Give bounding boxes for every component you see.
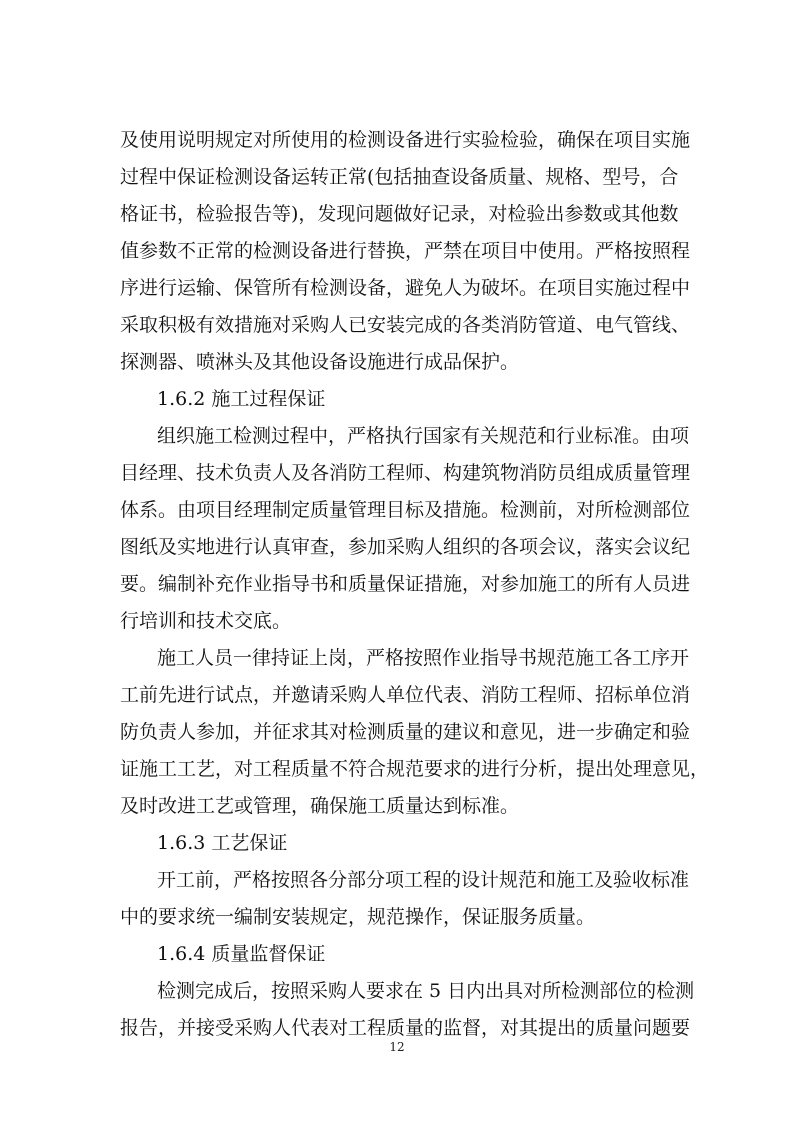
section-heading bbox=[120, 381, 674, 418]
text-line: 防负责人参加，并征求其对检测质量的建议和意见，进一步确定和验 bbox=[120, 721, 691, 743]
text-line: 及时改进工艺或管理，确保施工质量达到标准。 bbox=[120, 795, 520, 817]
text-line: 序进行运输、保管所有检测设备，避免人为破坏。在项目实施过程中 bbox=[120, 277, 691, 299]
text-line: 及使用说明规定对所使用的检测设备进行实验检验，确保在项目实施 bbox=[120, 129, 691, 151]
body-paragraph bbox=[120, 862, 690, 936]
text-line: 中的要求统一编制安装规定，规范操作，保证服务质量。 bbox=[120, 906, 596, 928]
text-line: 开工前，严格按照各分部分项工程的设计规范和施工及验收标准 bbox=[157, 869, 690, 891]
body-paragraph bbox=[120, 418, 691, 640]
text-line: 格证书，检验报告等)，发现问题做好记录，对检验出参数或其他数 bbox=[120, 203, 679, 225]
document-body bbox=[120, 122, 710, 1047]
heading-text: 1.6.3 工艺保证 bbox=[157, 832, 288, 854]
text-line: 过程中保证检测设备运转正常(包括抽查设备质量、规格、型号，合 bbox=[120, 166, 679, 188]
body-paragraph bbox=[120, 640, 710, 825]
text-line: 探测器、喷淋头及其他设备设施进行成品保护。 bbox=[120, 351, 520, 373]
text-line: 施工人员一律持证上岗，严格按照作业指导书规范施工各工序开 bbox=[157, 647, 690, 669]
heading-text: 1.6.2 施工过程保证 bbox=[157, 388, 326, 410]
text-line: 报告，并接受采购人代表对工程质量的监督，对其提出的质量问题要 bbox=[120, 1017, 691, 1039]
text-line: 组织施工检测过程中，严格执行国家有关规范和行业标准。由项 bbox=[157, 425, 690, 447]
body-paragraph bbox=[120, 973, 695, 1047]
text-line: 图纸及实地进行认真审查，参加采购人组织的各项会议，落实会议纪 bbox=[120, 536, 691, 558]
text-line: 要。编制补充作业指导书和质量保证措施，对参加施工的所有人员进 bbox=[120, 573, 691, 595]
heading-text: 1.6.4 质量监督保证 bbox=[157, 943, 326, 965]
section-heading bbox=[120, 936, 674, 973]
section-heading bbox=[120, 825, 674, 862]
page-number: 12 bbox=[389, 1040, 405, 1054]
text-line: 值参数不正常的检测设备进行替换，严禁在项目中使用。严格按照程 bbox=[120, 240, 691, 262]
text-line: 工前先进行试点，并邀请采购人单位代表、消防工程师、招标单位消 bbox=[120, 684, 691, 706]
text-line: 目经理、技术负责人及各消防工程师、构建筑物消防员组成质量管理 bbox=[120, 462, 691, 484]
text-line: 检测完成后，按照采购人要求在 5 日内出具对所检测部位的检测 bbox=[157, 980, 695, 1002]
text-line: 行培训和技术交底。 bbox=[120, 610, 292, 632]
body-paragraph bbox=[120, 122, 691, 381]
text-line: 采取积极有效措施对采购人已安装完成的各类消防管道、电气管线、 bbox=[120, 314, 691, 336]
text-line: 体系。由项目经理制定质量管理目标及措施。检测前，对所检测部位 bbox=[120, 499, 691, 521]
text-line: 证施工工艺，对工程质量不符合规范要求的进行分析，提出处理意见， bbox=[120, 758, 710, 780]
